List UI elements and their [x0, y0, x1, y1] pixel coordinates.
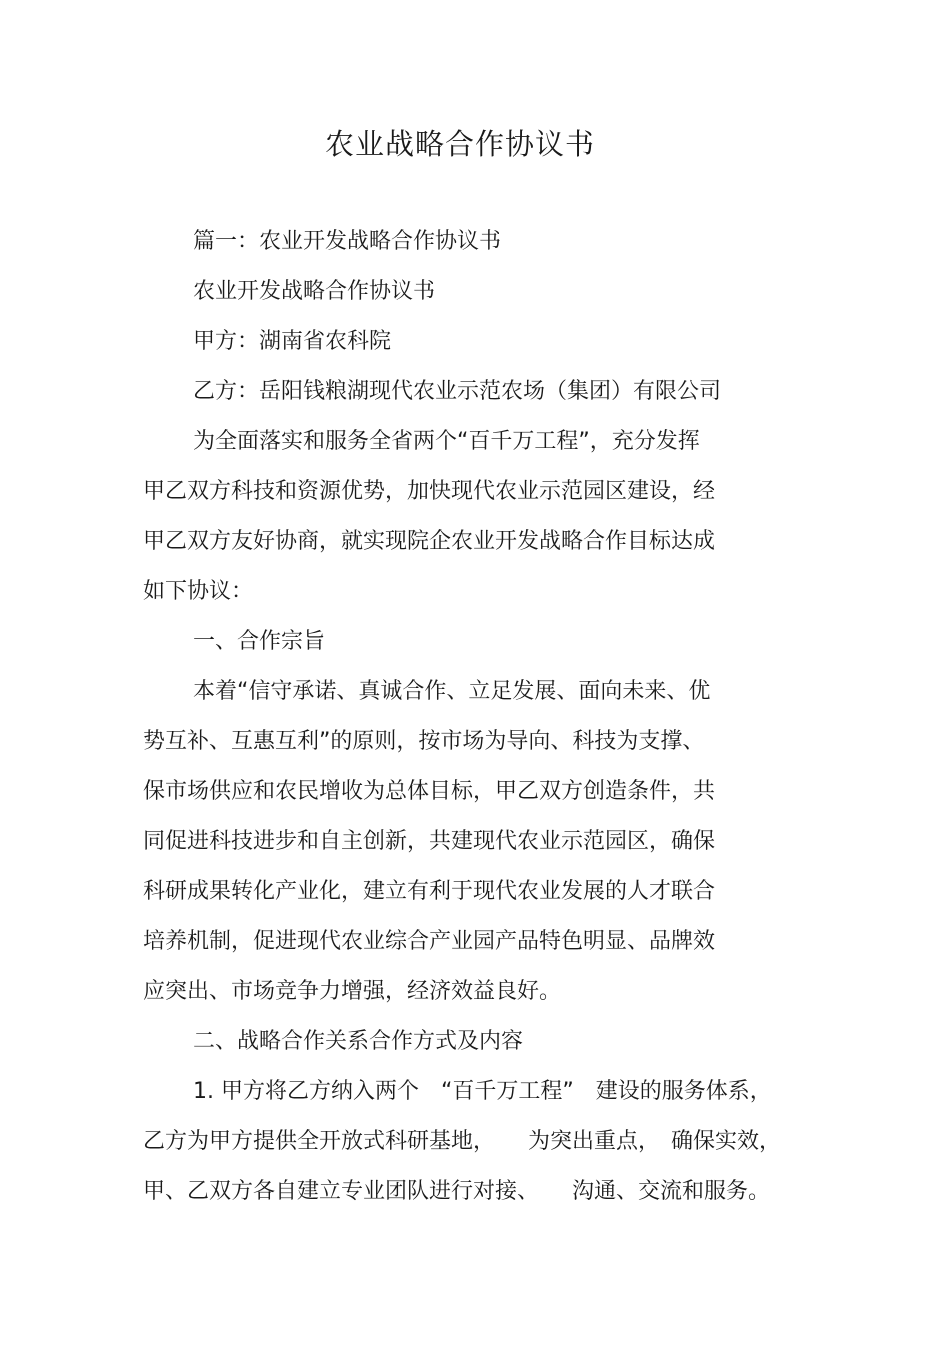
subtitle-line: 篇一：农业开发战略合作协议书 [193, 229, 502, 254]
party-a-line: 甲方：湖南省农科院 [193, 329, 392, 354]
paragraph-line: 为全面落实和服务全省两个“百千万工程”，充分发挥 [193, 429, 700, 454]
paragraph-line: 本着“信守承诺、真诚合作、立足发展、面向未来、优 [193, 679, 711, 704]
paragraph-line: 乙方为甲方提供全开放式科研基地， 为突出重点， 确保实效， [143, 1129, 782, 1154]
paragraph-line: 保市场供应和农民增收为总体目标，甲乙双方创造条件，共 [143, 779, 716, 804]
section-heading: 一、合作宗旨 [193, 629, 326, 654]
paragraph-line: 科研成果转化产业化，建立有利于现代农业发展的人才联合 [143, 879, 716, 904]
paragraph-line: 1. 甲方将乙方纳入两个 “百千万工程” 建设的服务体系， [193, 1079, 772, 1104]
paragraph-line: 甲乙双方友好协商，就实现院企农业开发战略合作目标达成 [143, 529, 716, 554]
paragraph-line: 如下协议： [143, 579, 254, 604]
party-b-line: 乙方：岳阳钱粮湖现代农业示范农场（集团）有限公司 [193, 379, 722, 404]
paragraph-line: 应突出、市场竞争力增强，经济效益良好。 [143, 979, 562, 1004]
paragraph-line: 甲乙双方科技和资源优势，加快现代农业示范园区建设，经 [143, 479, 716, 504]
document-title: 农业战略合作协议书 [324, 127, 595, 161]
paragraph-line: 势互补、互惠互利”的原则，按市场为导向、科技为支撑、 [143, 729, 705, 754]
paragraph-line: 甲、乙双方各自建立专业团队进行对接、 沟通、交流和服务。 [143, 1179, 771, 1204]
paragraph-line: 同促进科技进步和自主创新，共建现代农业示范园区，确保 [143, 829, 716, 854]
section-heading: 二、战略合作关系合作方式及内容 [193, 1029, 524, 1054]
paragraph-line: 培养机制，促进现代农业综合产业园产品特色明显、品牌效 [143, 929, 716, 954]
agreement-name-line: 农业开发战略合作协议书 [193, 279, 436, 304]
